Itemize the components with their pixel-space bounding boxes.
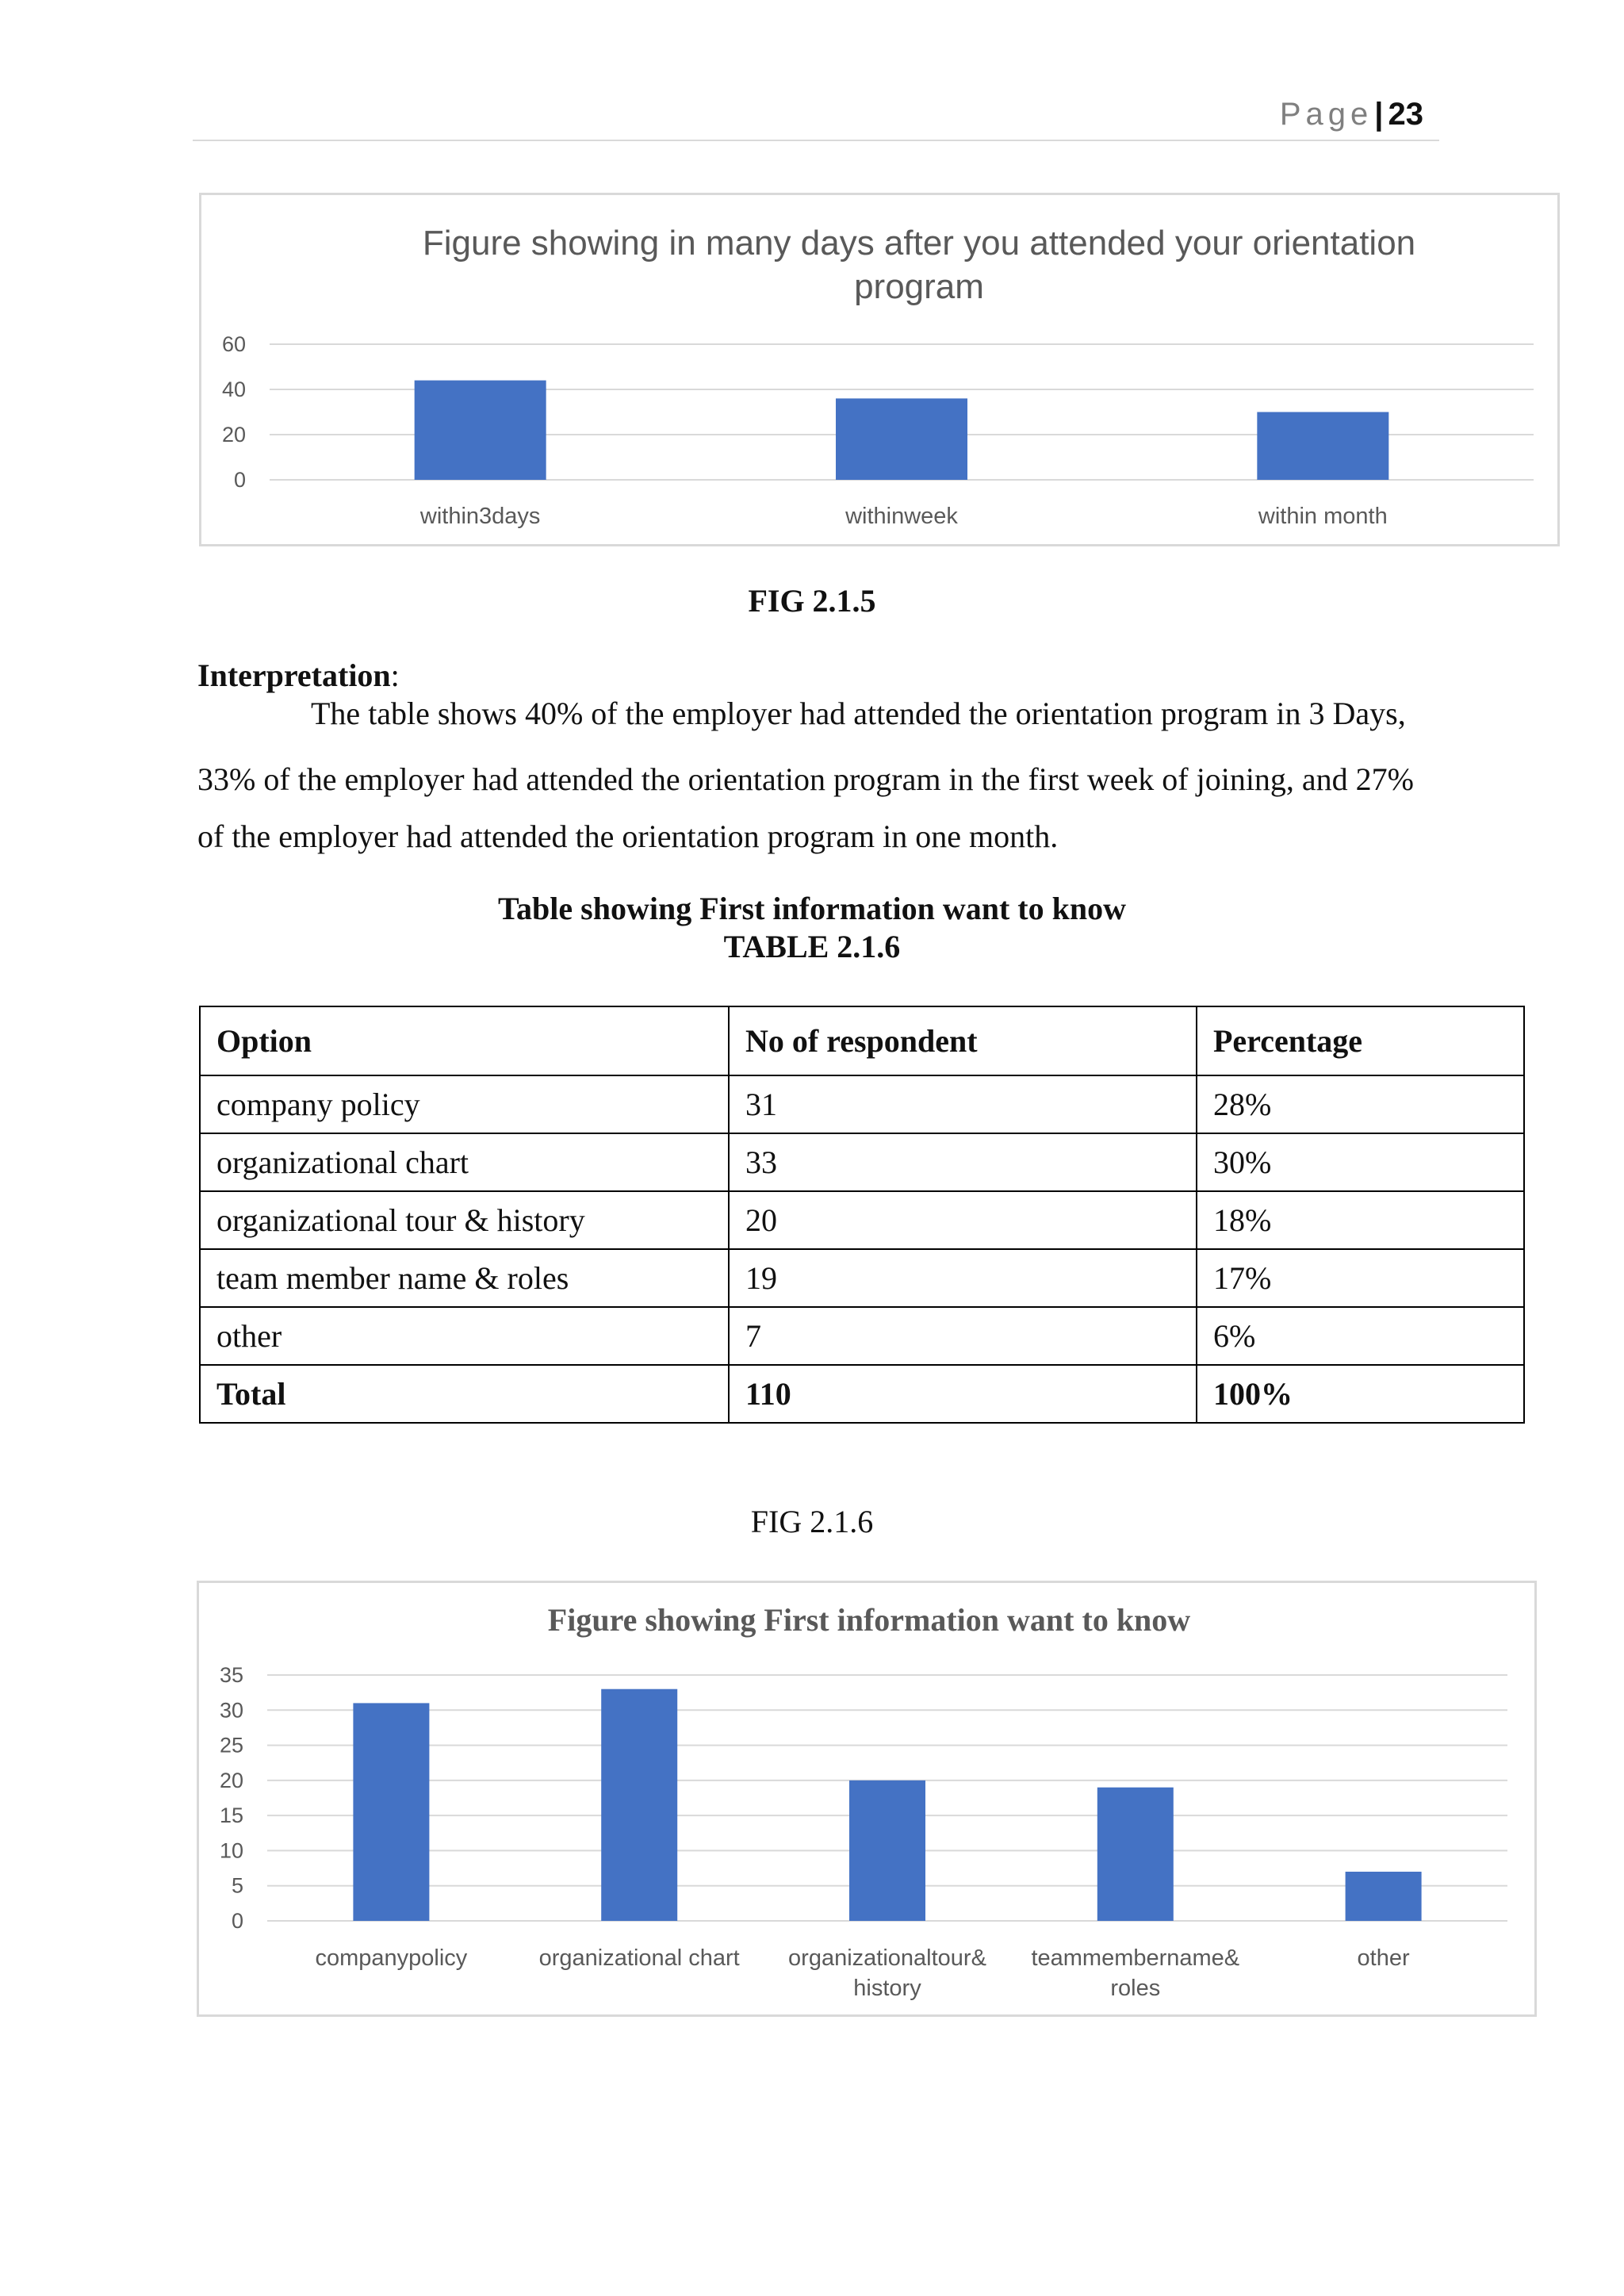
x-tick-label: within month [1258, 504, 1388, 529]
table-row [200, 1133, 1524, 1191]
chart-days-after-orientation-svg [201, 195, 1557, 544]
chart-title: program [854, 267, 984, 306]
page-number-value: 23 [1388, 97, 1423, 132]
table-cell-respondents: 33 [729, 1133, 1197, 1191]
figure-caption-2-1-5: FIG 2.1.5 [748, 583, 876, 619]
y-tick-label: 15 [219, 1803, 243, 1828]
chart-title: Figure showing First information want to know [547, 1602, 1191, 1638]
table-total-label: Total [200, 1365, 729, 1423]
interpretation-line-1: The table shows 40% of the employer had attended the orientation program in 3 Days, [311, 696, 1406, 731]
bar [1346, 1872, 1422, 1921]
table-row [200, 1307, 1524, 1365]
y-tick-label: 0 [231, 1909, 243, 1933]
chart-first-information [197, 1581, 1537, 2017]
table-header-row [200, 1006, 1524, 1075]
x-tick-label: companypolicy [315, 1945, 468, 1971]
table-header-option: Option [200, 1006, 729, 1075]
x-tick-label: organizational chart [538, 1945, 740, 1971]
table-cell-option: team member name & roles [200, 1249, 729, 1307]
table-row [200, 1075, 1524, 1133]
chart-days-after-orientation [199, 193, 1560, 546]
y-tick-label: 0 [233, 468, 246, 492]
table-cell-respondents: 20 [729, 1191, 1197, 1249]
page-header [193, 94, 1439, 141]
y-tick-label: 25 [219, 1733, 243, 1757]
y-tick-label: 20 [221, 423, 246, 447]
table-row [200, 1191, 1524, 1249]
y-tick-label: 40 [221, 378, 246, 401]
table-total-respondents: 110 [729, 1365, 1197, 1423]
x-tick-label: roles [1110, 1976, 1161, 2001]
table-cell-percentage: 28% [1197, 1075, 1524, 1133]
table-cell-percentage: 18% [1197, 1191, 1524, 1249]
page-word: Page [1279, 97, 1373, 132]
table-cell-percentage: 30% [1197, 1133, 1524, 1191]
x-tick-label: history [853, 1976, 921, 2001]
y-tick-label: 30 [219, 1698, 243, 1723]
y-tick-label: 60 [221, 332, 246, 356]
x-tick-label: within3days [419, 504, 541, 529]
table-number: TABLE 2.1.6 [723, 929, 901, 964]
table-total-percentage: 100% [1197, 1365, 1524, 1423]
y-tick-label: 35 [219, 1663, 243, 1687]
x-tick-label: organizationaltour& [788, 1945, 986, 1971]
chart-title: Figure showing in many days after you attended your orientation [422, 224, 1416, 263]
table-cell-option: other [200, 1307, 729, 1365]
y-tick-label: 20 [219, 1768, 243, 1792]
interpretation [197, 656, 1450, 865]
interpretation-line-3: of the employer had attended the orientation program in one month. [197, 818, 1059, 854]
bar [415, 381, 546, 480]
bar [353, 1703, 429, 1921]
interpretation-line-2: 33% of the employer had attended the orientation program in the first week of joining, and 27% [197, 761, 1415, 797]
table-cell-option: company policy [200, 1075, 729, 1133]
chart-first-information-svg [199, 1583, 1534, 2014]
table-total-row [200, 1365, 1524, 1423]
table-title: Table showing First information want to know [498, 891, 1126, 926]
figure-caption-2-1-6: FIG 2.1.6 [750, 1504, 874, 1539]
x-tick-label: teammembername& [1031, 1945, 1240, 1971]
y-tick-label: 5 [231, 1873, 243, 1898]
table-cell-respondents: 7 [729, 1307, 1197, 1365]
table-cell-option: organizational tour & history [200, 1191, 729, 1249]
table-row [200, 1249, 1524, 1307]
table-cell-option: organizational chart [200, 1133, 729, 1191]
bar [1097, 1788, 1174, 1921]
bar [1257, 412, 1388, 481]
table-cell-respondents: 19 [729, 1249, 1197, 1307]
bar [601, 1689, 677, 1921]
interpretation-heading: Interpretation [197, 657, 391, 693]
table-cell-percentage: 17% [1197, 1249, 1524, 1307]
table-cell-percentage: 6% [1197, 1307, 1524, 1365]
table-header-percentage: Percentage [1197, 1006, 1524, 1075]
first-information-table [199, 1006, 1525, 1424]
page-number [1280, 97, 1423, 132]
table-header-respondents: No of respondent [729, 1006, 1197, 1075]
bar [849, 1780, 925, 1921]
table-cell-respondents: 31 [729, 1075, 1197, 1133]
y-tick-label: 10 [219, 1838, 243, 1863]
x-tick-label: other [1357, 1945, 1410, 1971]
bar [836, 398, 967, 480]
x-tick-label: withinweek [845, 504, 958, 529]
page-separator: | [1374, 97, 1384, 132]
interpretation-colon: : [390, 657, 400, 693]
